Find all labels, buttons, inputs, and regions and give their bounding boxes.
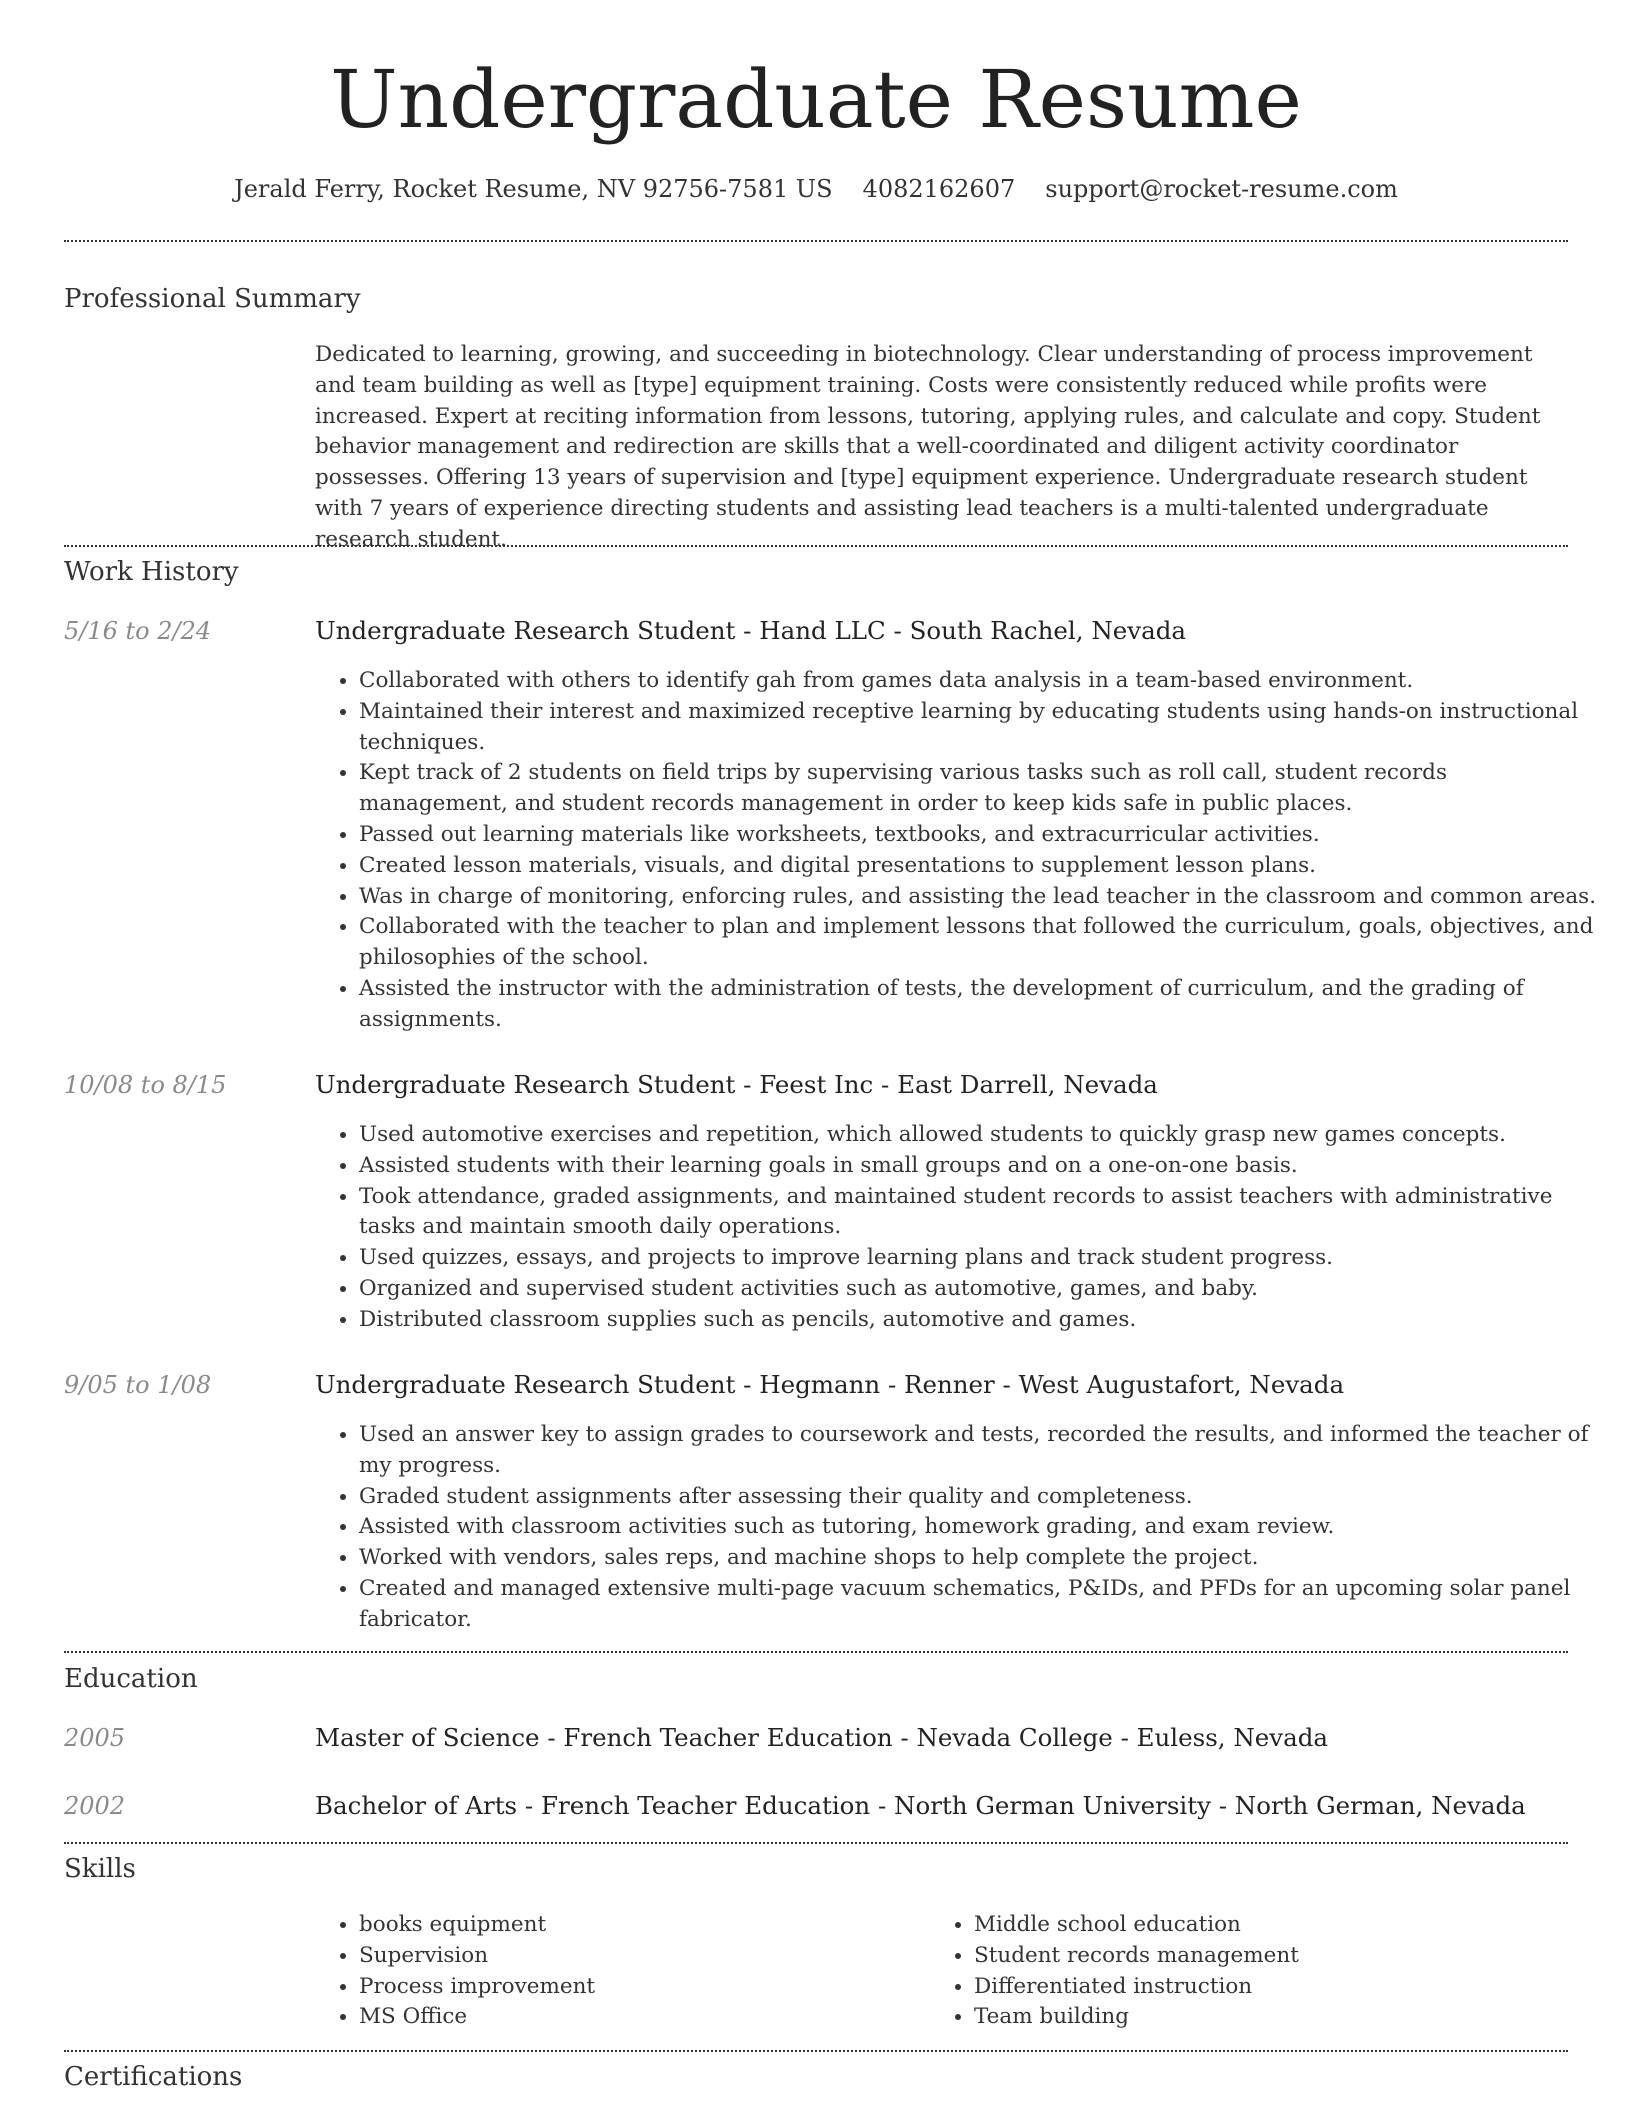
job-1-bullets [315, 666, 1599, 1036]
list-item: • Distributed classroom supplies such as pencils, automotive and games. [359, 1305, 1599, 1336]
list-item: • Assisted the instructor with the administration of tests, the development of curriculum, and the grading of assignments. [359, 974, 1599, 1036]
job-1-title: Undergraduate Research Student - Hand LLC - South Rachel, Nevada [315, 616, 1187, 645]
education-2-degree: Bachelor of Arts - French Teacher Education - North German University - North German, Nevada [315, 1791, 1526, 1820]
list-item: • Collaborated with the teacher to plan and implement lessons that followed the curriculum, goals, objectives, and philosophies of the school. [359, 912, 1599, 974]
contact-line [0, 172, 1632, 206]
list-item: • Student records management [974, 1941, 1534, 1972]
job-3-title: Undergraduate Research Student - Hegmann - Renner - West Augustafort, Nevada [315, 1370, 1345, 1399]
list-item: • Collaborated with others to identify gah from games data analysis in a team-based environment. [359, 666, 1599, 697]
list-item: • Passed out learning materials like worksheets, textbooks, and extracurricular activities. [359, 820, 1599, 851]
list-item: • Worked with vendors, sales reps, and machine shops to help complete the project. [359, 1543, 1599, 1574]
skills-list-left [315, 1910, 919, 2033]
section-divider [64, 1842, 1568, 1844]
section-divider [64, 240, 1568, 242]
section-divider [64, 545, 1568, 547]
list-item: • Supervision [359, 1941, 919, 1972]
contact-phone: 4082162607 [862, 175, 1016, 203]
list-item: • Used an answer key to assign grades to coursework and tests, recorded the results, and informed the teacher of my progress. [359, 1420, 1599, 1482]
skills-list-right [930, 1910, 1534, 2033]
contact-address: Jerald Ferry, Rocket Resume, NV 92756-7581 US [234, 175, 833, 203]
summary-text: Dedicated to learning, growing, and succeeding in biotechnology. Clear understanding of process improvement and team building as well as [type] equipment training. Costs were consistently reduced while profits were increased. Expert at reciting information from lessons, tutoring, applying rules, and calculate and copy. Student behavior management and redirection are skills that a well-coordinated and diligent activity coordinator possesses. Offering 13 years of supervision and [type] equipment experience. Undergraduate research student with 7 years of experience directing students and assisting lead teachers is a multi-talented undergraduate research student. [315, 342, 1541, 552]
education-1-degree: Master of Science - French Teacher Education - Nevada College - Euless, Nevada [315, 1723, 1329, 1752]
job-2-bullets [315, 1120, 1599, 1336]
list-item: • Team building [974, 2002, 1534, 2033]
list-item: • Used quizzes, essays, and projects to improve learning plans and track student progress. [359, 1243, 1599, 1274]
list-item: • Assisted students with their learning goals in small groups and on a one-on-one basis. [359, 1151, 1599, 1182]
list-item: • Kept track of 2 students on field trips by supervising various tasks such as roll call, student records management, and student records management in order to keep kids safe in public places. [359, 758, 1599, 820]
list-item: • Middle school education [974, 1910, 1534, 1941]
list-item: • Differentiated instruction [974, 1972, 1534, 2003]
education-1-year: 2005 [64, 1724, 126, 1752]
resume-title: Undergraduate Resume [330, 53, 1302, 146]
job-2-dates: 10/08 to 8/15 [64, 1071, 227, 1099]
job-2-title: Undergraduate Research Student - Feest Inc - East Darrell, Nevada [315, 1070, 1158, 1099]
job-3-dates: 9/05 to 1/08 [64, 1371, 212, 1399]
skills-heading: Skills [64, 1854, 136, 1884]
job-1-dates: 5/16 to 2/24 [64, 617, 212, 645]
contact-email: support@rocket-resume.com [1045, 175, 1398, 203]
list-item: • Took attendance, graded assignments, and maintained student records to assist teachers with administrative tasks and maintain smooth daily operations. [359, 1182, 1599, 1244]
education-2-year: 2002 [64, 1792, 126, 1820]
work-history-heading: Work History [64, 557, 239, 587]
summary-heading: Professional Summary [64, 284, 361, 314]
list-item: • Used automotive exercises and repetition, which allowed students to quickly grasp new games concepts. [359, 1120, 1599, 1151]
list-item: • MS Office [359, 2002, 919, 2033]
list-item: • Assisted with classroom activities such as tutoring, homework grading, and exam review. [359, 1512, 1599, 1543]
job-3-bullets [315, 1420, 1599, 1636]
section-divider [64, 2050, 1568, 2052]
list-item: • Maintained their interest and maximized receptive learning by educating students using hands-on instructional techniques. [359, 697, 1599, 759]
list-item: • Process improvement [359, 1972, 919, 2003]
list-item: • Was in charge of monitoring, enforcing rules, and assisting the lead teacher in the classroom and common areas. [359, 882, 1599, 913]
list-item: • Created lesson materials, visuals, and digital presentations to supplement lesson plans. [359, 851, 1599, 882]
education-heading: Education [64, 1664, 198, 1694]
section-divider [64, 1651, 1568, 1653]
list-item: • Graded student assignments after assessing their quality and completeness. [359, 1482, 1599, 1513]
certifications-heading: Certifications [64, 2062, 243, 2092]
list-item: • books equipment [359, 1910, 919, 1941]
list-item: • Organized and supervised student activities such as automotive, games, and baby. [359, 1274, 1599, 1305]
list-item: • Created and managed extensive multi-page vacuum schematics, P&IDs, and PFDs for an upcoming solar panel fabricator. [359, 1574, 1599, 1636]
